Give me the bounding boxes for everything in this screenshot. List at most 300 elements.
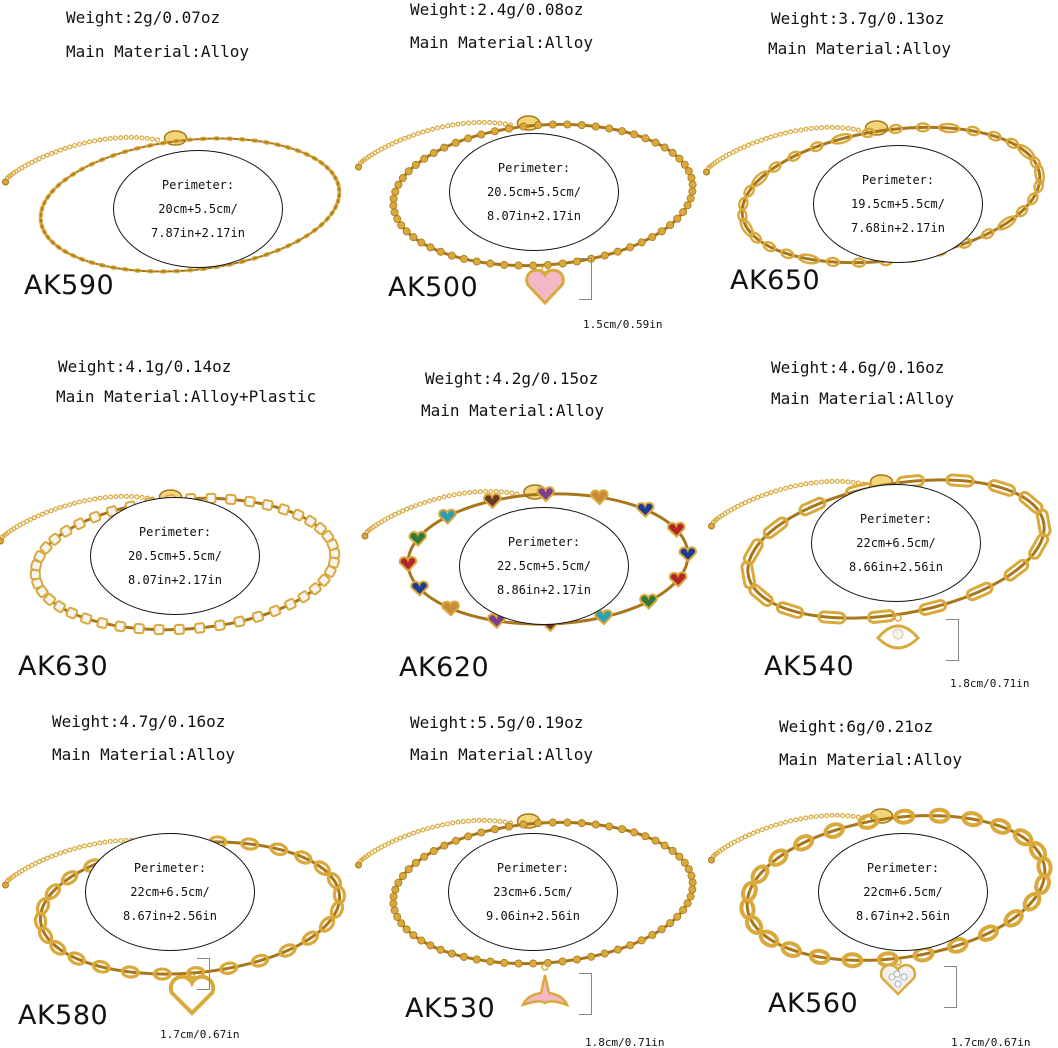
chain-link [252, 611, 263, 622]
chain-link [591, 490, 608, 504]
perimeter-ellipse [813, 145, 983, 263]
chain-link [226, 495, 236, 505]
chain-link [661, 842, 669, 850]
chain-link [464, 833, 472, 841]
chain-link [637, 503, 654, 517]
chain-link [661, 144, 669, 152]
extender-link [799, 128, 803, 132]
extender-link [427, 499, 431, 503]
extender-link [841, 814, 845, 818]
perimeter-cm: 20cm+5.5cm/ [158, 202, 238, 216]
product-code: AK650 [730, 265, 821, 296]
extender-link [484, 490, 488, 494]
chain-link [440, 144, 448, 152]
perimeter-inch: 8.66in+2.56in [849, 560, 943, 574]
weight-label: Weight:5.5g/0.19oz [410, 713, 584, 732]
perimeter-cm: 22cm+6.5cm/ [856, 536, 936, 550]
chain-link [614, 946, 622, 954]
extender-drop [362, 533, 368, 539]
product-cell-ak500 [353, 0, 705, 349]
extender-link [473, 490, 477, 494]
product-code: AK620 [399, 652, 490, 683]
extender-link [98, 841, 102, 845]
weight-label: Weight:4.7g/0.16oz [52, 712, 226, 731]
pendant-size-label: 1.5cm/0.59in [583, 318, 663, 331]
chain-link [505, 125, 513, 133]
product-cell-ak560 [706, 698, 1058, 1047]
extender-link [93, 139, 97, 143]
extender-link [431, 825, 435, 829]
extender-link [804, 127, 808, 131]
perimeter-label: Perimeter: [859, 512, 933, 526]
chain-link [689, 181, 697, 189]
extender-link [820, 480, 824, 484]
product-code: AK560 [768, 988, 859, 1019]
perimeter-cm: 22cm+6.5cm/ [130, 885, 210, 899]
chain-link [430, 149, 438, 157]
chain-link [688, 174, 696, 182]
chain-link [658, 227, 666, 235]
extender-link [836, 126, 840, 130]
chain-link [537, 487, 554, 501]
extender-link [820, 126, 824, 130]
extender-drop [356, 862, 362, 868]
perimeter-cm: 20.5cm+5.5cm/ [487, 185, 581, 199]
extender-link [451, 821, 455, 825]
extender-link [58, 506, 62, 510]
perimeter-ellipse [449, 133, 619, 251]
chain-link [460, 953, 468, 961]
chain-link [245, 496, 255, 506]
product-code: AK530 [405, 993, 496, 1024]
extender-link [825, 814, 829, 818]
extender-link [45, 510, 49, 514]
chain-link [390, 195, 398, 203]
extender-link [416, 132, 420, 136]
extender-link [416, 830, 420, 834]
extender-link [59, 851, 63, 855]
perimeter-inch: 8.07in+2.17in [487, 209, 581, 223]
chain-link [395, 181, 403, 189]
extender-link [59, 148, 63, 152]
extender-link [135, 495, 139, 499]
extender-link [747, 833, 751, 837]
chain-link [673, 913, 681, 921]
chain-link [559, 260, 567, 268]
chain-link [442, 601, 459, 615]
chain-link [405, 865, 413, 873]
perimeter-ellipse [113, 150, 283, 268]
extender-link [747, 143, 751, 147]
extender-link [809, 481, 813, 485]
extender-link [114, 495, 118, 499]
chain-link [448, 252, 456, 260]
chain-link [417, 239, 425, 247]
material-label: Main Material:Alloy [768, 39, 952, 58]
perimeter-ellipse [448, 833, 618, 951]
extender-link [809, 815, 813, 819]
chain-link [559, 958, 567, 966]
chain-link [605, 823, 613, 831]
chain-link [278, 504, 289, 515]
extender-link [794, 129, 798, 133]
extender-drop [709, 857, 715, 863]
chain-link [666, 919, 674, 927]
extender-link [41, 512, 45, 516]
extender-link [397, 511, 401, 515]
chain-link [529, 960, 537, 968]
chain-link [391, 188, 399, 196]
chain-link [284, 598, 296, 610]
pendant-size-bracket [197, 958, 210, 990]
chain-link [175, 625, 184, 634]
chain-link [437, 248, 445, 256]
extender-link [54, 853, 58, 857]
extender-link [756, 495, 760, 499]
perimeter-inch: 8.67in+2.56in [856, 909, 950, 923]
perimeter-label: Perimeter: [866, 861, 940, 875]
material-label: Main Material:Alloy [66, 42, 250, 61]
extender-link [412, 133, 416, 137]
extender-link [129, 135, 133, 139]
chain-link [534, 819, 542, 827]
extender-link [93, 842, 97, 846]
extender-link [124, 136, 128, 140]
extender-link [394, 838, 398, 842]
perimeter-inch: 9.06in+2.56in [486, 909, 580, 923]
extender-link [799, 483, 803, 487]
extender-link [446, 124, 450, 128]
extender-link [477, 121, 481, 125]
extender-link [156, 138, 160, 142]
perimeter-label: Perimeter: [133, 861, 207, 875]
extender-link [46, 856, 50, 860]
chain-link [420, 853, 428, 861]
extender-link [401, 509, 405, 513]
chain-link [477, 829, 485, 837]
material-label: Main Material:Alloy [779, 750, 963, 769]
pendant-size-bracket [579, 973, 592, 1015]
extender-link [421, 828, 425, 832]
chain-link [687, 195, 695, 203]
extender-link [446, 822, 450, 826]
chain-link [97, 618, 108, 629]
extender-link [851, 480, 855, 484]
extender-link [88, 498, 92, 502]
extender-link [140, 495, 144, 499]
chain-link [642, 832, 650, 840]
perimeter-label: Perimeter: [507, 535, 581, 549]
chain-link [491, 127, 499, 135]
extender-link [423, 501, 427, 505]
chain-link [592, 123, 600, 131]
chain-link [676, 853, 684, 861]
pendant-size-bracket [944, 966, 957, 1008]
chain-link [515, 262, 523, 270]
extender-link [789, 130, 793, 134]
weight-label: Weight:4.2g/0.15oz [425, 369, 599, 388]
chain-link [689, 188, 697, 196]
extender-link [760, 494, 764, 498]
extender-link [774, 489, 778, 493]
chain-link [679, 906, 687, 914]
extender-link [505, 490, 509, 494]
chain-link [403, 926, 411, 934]
extender-link [804, 482, 808, 486]
weight-label: Weight:3.7g/0.13oz [771, 9, 945, 28]
extender-link [760, 828, 764, 832]
extender-drop [3, 179, 9, 185]
chain-link [534, 121, 542, 129]
perimeter-cm: 23cm+6.5cm/ [493, 885, 573, 899]
chain-link [417, 937, 425, 945]
extender-link [825, 126, 829, 130]
extender-link [436, 824, 440, 828]
chain-link [390, 202, 398, 210]
extender-link [467, 819, 471, 823]
chain-link [605, 125, 613, 133]
chain-link [638, 238, 646, 246]
extender-drop [356, 164, 362, 170]
perimeter-ellipse [85, 833, 255, 951]
extender-link [390, 142, 394, 146]
chain-link [262, 500, 273, 511]
extender-link [49, 509, 53, 513]
extender-link [482, 818, 486, 822]
chain-link [390, 900, 398, 908]
perimeter-inch: 7.87in+2.17in [151, 226, 245, 240]
extender-link [441, 823, 445, 827]
extender-link [846, 480, 850, 484]
extender-link [846, 126, 850, 130]
extender-link [447, 494, 451, 498]
product-cell-ak650 [706, 0, 1058, 349]
extender-link [489, 489, 493, 493]
extender-link [41, 858, 45, 862]
chain-link [420, 155, 428, 163]
extender-link [774, 823, 778, 827]
extender-link [442, 495, 446, 499]
extender-link [779, 132, 783, 136]
extender-link [98, 138, 102, 142]
extender-link [421, 130, 425, 134]
perimeter-label: Perimeter: [138, 525, 212, 539]
chain-link [412, 161, 420, 169]
chain-link [564, 819, 572, 827]
pendant-size-label: 1.7cm/0.67in [160, 1028, 240, 1041]
extender-link [78, 500, 82, 504]
extender-link [510, 491, 514, 495]
chain-link [473, 956, 481, 964]
chain-link [673, 215, 681, 223]
perimeter-inch: 8.67in+2.56in [123, 909, 217, 923]
extender-link [418, 502, 422, 506]
chain-link [505, 823, 513, 831]
chain-link [592, 821, 600, 829]
extender-link [46, 153, 50, 157]
extender-link [130, 495, 134, 499]
extender-link [752, 831, 756, 835]
weight-label: Weight:6g/0.21oz [779, 717, 934, 736]
chain-link [448, 950, 456, 958]
extender-link [820, 814, 824, 818]
chain-link [437, 946, 445, 954]
perimeter-ellipse [811, 484, 981, 602]
extender-link [426, 129, 430, 133]
chain-link [578, 819, 586, 827]
extender-link [68, 145, 72, 149]
chain-link [464, 135, 472, 143]
extender-link [426, 827, 430, 831]
chain-link [115, 621, 125, 631]
extender-link [815, 126, 819, 130]
chain-link [486, 260, 494, 268]
weight-label: Weight:4.6g/0.16oz [771, 358, 945, 377]
extender-link [851, 127, 855, 131]
chain-link [66, 607, 78, 619]
chain-link [564, 121, 572, 129]
extender-link [835, 479, 839, 483]
extender-link [103, 496, 107, 500]
perimeter-cm: 22.5cm+5.5cm/ [497, 559, 591, 573]
extender-link [752, 497, 756, 501]
perimeter-cm: 19.5cm+5.5cm/ [851, 197, 945, 211]
chain-link [391, 886, 399, 894]
chain-link [669, 847, 677, 855]
chain-link [688, 872, 696, 880]
chain-link [89, 511, 101, 523]
chain-link [391, 208, 399, 216]
chain-link [215, 620, 225, 630]
extender-link [68, 848, 72, 852]
extender-link [794, 818, 798, 822]
perimeter-ellipse [90, 497, 260, 615]
product-cell-ak630 [0, 349, 352, 698]
chain-link [618, 127, 626, 135]
perimeter-ellipse [818, 833, 988, 951]
extender-link [747, 499, 751, 503]
chain-link [652, 139, 660, 147]
extender-drop [3, 882, 9, 888]
extender-link [825, 480, 829, 484]
chain-link [515, 960, 523, 968]
perimeter-label: Perimeter: [161, 178, 235, 192]
chain-link [473, 258, 481, 266]
extender-link [789, 819, 793, 823]
chain-link [486, 958, 494, 966]
extender-link [461, 122, 465, 126]
extender-link [451, 123, 455, 127]
extender-drop [704, 169, 710, 175]
extender-link [409, 505, 413, 509]
chain-link [687, 893, 695, 901]
extender-link [482, 120, 486, 124]
chain-link [440, 842, 448, 850]
chain-link [669, 149, 677, 157]
chain-link [529, 262, 537, 270]
extender-link [498, 819, 502, 823]
extender-link [765, 492, 769, 496]
perimeter-label: Perimeter: [497, 161, 571, 175]
extender-link [743, 835, 747, 839]
extender-link [743, 501, 747, 505]
weight-label: Weight:2.4g/0.08oz [410, 0, 584, 19]
extender-link [830, 125, 834, 129]
chain-link [666, 221, 674, 229]
extender-link [37, 860, 41, 864]
extender-link [403, 136, 407, 140]
extender-link [830, 814, 834, 818]
material-label: Main Material:Alloy [771, 389, 955, 408]
extender-link [756, 829, 760, 833]
extender-link [407, 833, 411, 837]
extender-link [760, 138, 764, 142]
extender-link [135, 136, 139, 140]
extender-link [83, 844, 87, 848]
extender-link [103, 840, 107, 844]
extender-link [841, 480, 845, 484]
extender-link [769, 491, 773, 495]
extender-link [774, 134, 778, 138]
extender-drop [0, 538, 4, 544]
product-code: AK540 [764, 651, 855, 682]
extender-link [498, 121, 502, 125]
extender-link [414, 504, 418, 508]
chain-link [409, 931, 417, 939]
chain-link [477, 131, 485, 139]
chain-link [491, 825, 499, 833]
product-cell-ak620 [353, 349, 705, 698]
chain-link [400, 557, 417, 571]
chain-link [405, 167, 413, 175]
chain-link [500, 959, 508, 967]
extender-link [765, 826, 769, 830]
extender-link [751, 141, 755, 145]
chain-link [327, 539, 339, 551]
extender-link [784, 820, 788, 824]
extender-link [98, 496, 102, 500]
chain-link [679, 547, 696, 561]
extender-link [140, 136, 144, 140]
chain-link [391, 906, 399, 914]
chain-link [74, 518, 86, 530]
extender-link [73, 144, 77, 148]
chain-link [595, 610, 612, 624]
product-cell-ak580 [0, 698, 352, 1047]
chain-link [452, 139, 460, 147]
extender-link [36, 514, 40, 518]
extender-link [457, 492, 461, 496]
chain-link [676, 155, 684, 163]
pendant-size-label: 1.7cm/0.67in [951, 1036, 1031, 1048]
extender-link [493, 819, 497, 823]
extender-link [467, 121, 471, 125]
chain-link [292, 509, 304, 521]
extender-link [804, 816, 808, 820]
chain-link [395, 879, 403, 887]
extender-link [83, 141, 87, 145]
chain-link [427, 244, 435, 252]
extender-link [456, 820, 460, 824]
extender-link [851, 814, 855, 818]
chain-link [638, 936, 646, 944]
material-label: Main Material:Alloy [421, 401, 605, 420]
extender-link [78, 845, 82, 849]
extender-link [405, 507, 409, 511]
chain-link [658, 925, 666, 933]
chain-link [601, 252, 609, 260]
extender-link [814, 481, 818, 485]
